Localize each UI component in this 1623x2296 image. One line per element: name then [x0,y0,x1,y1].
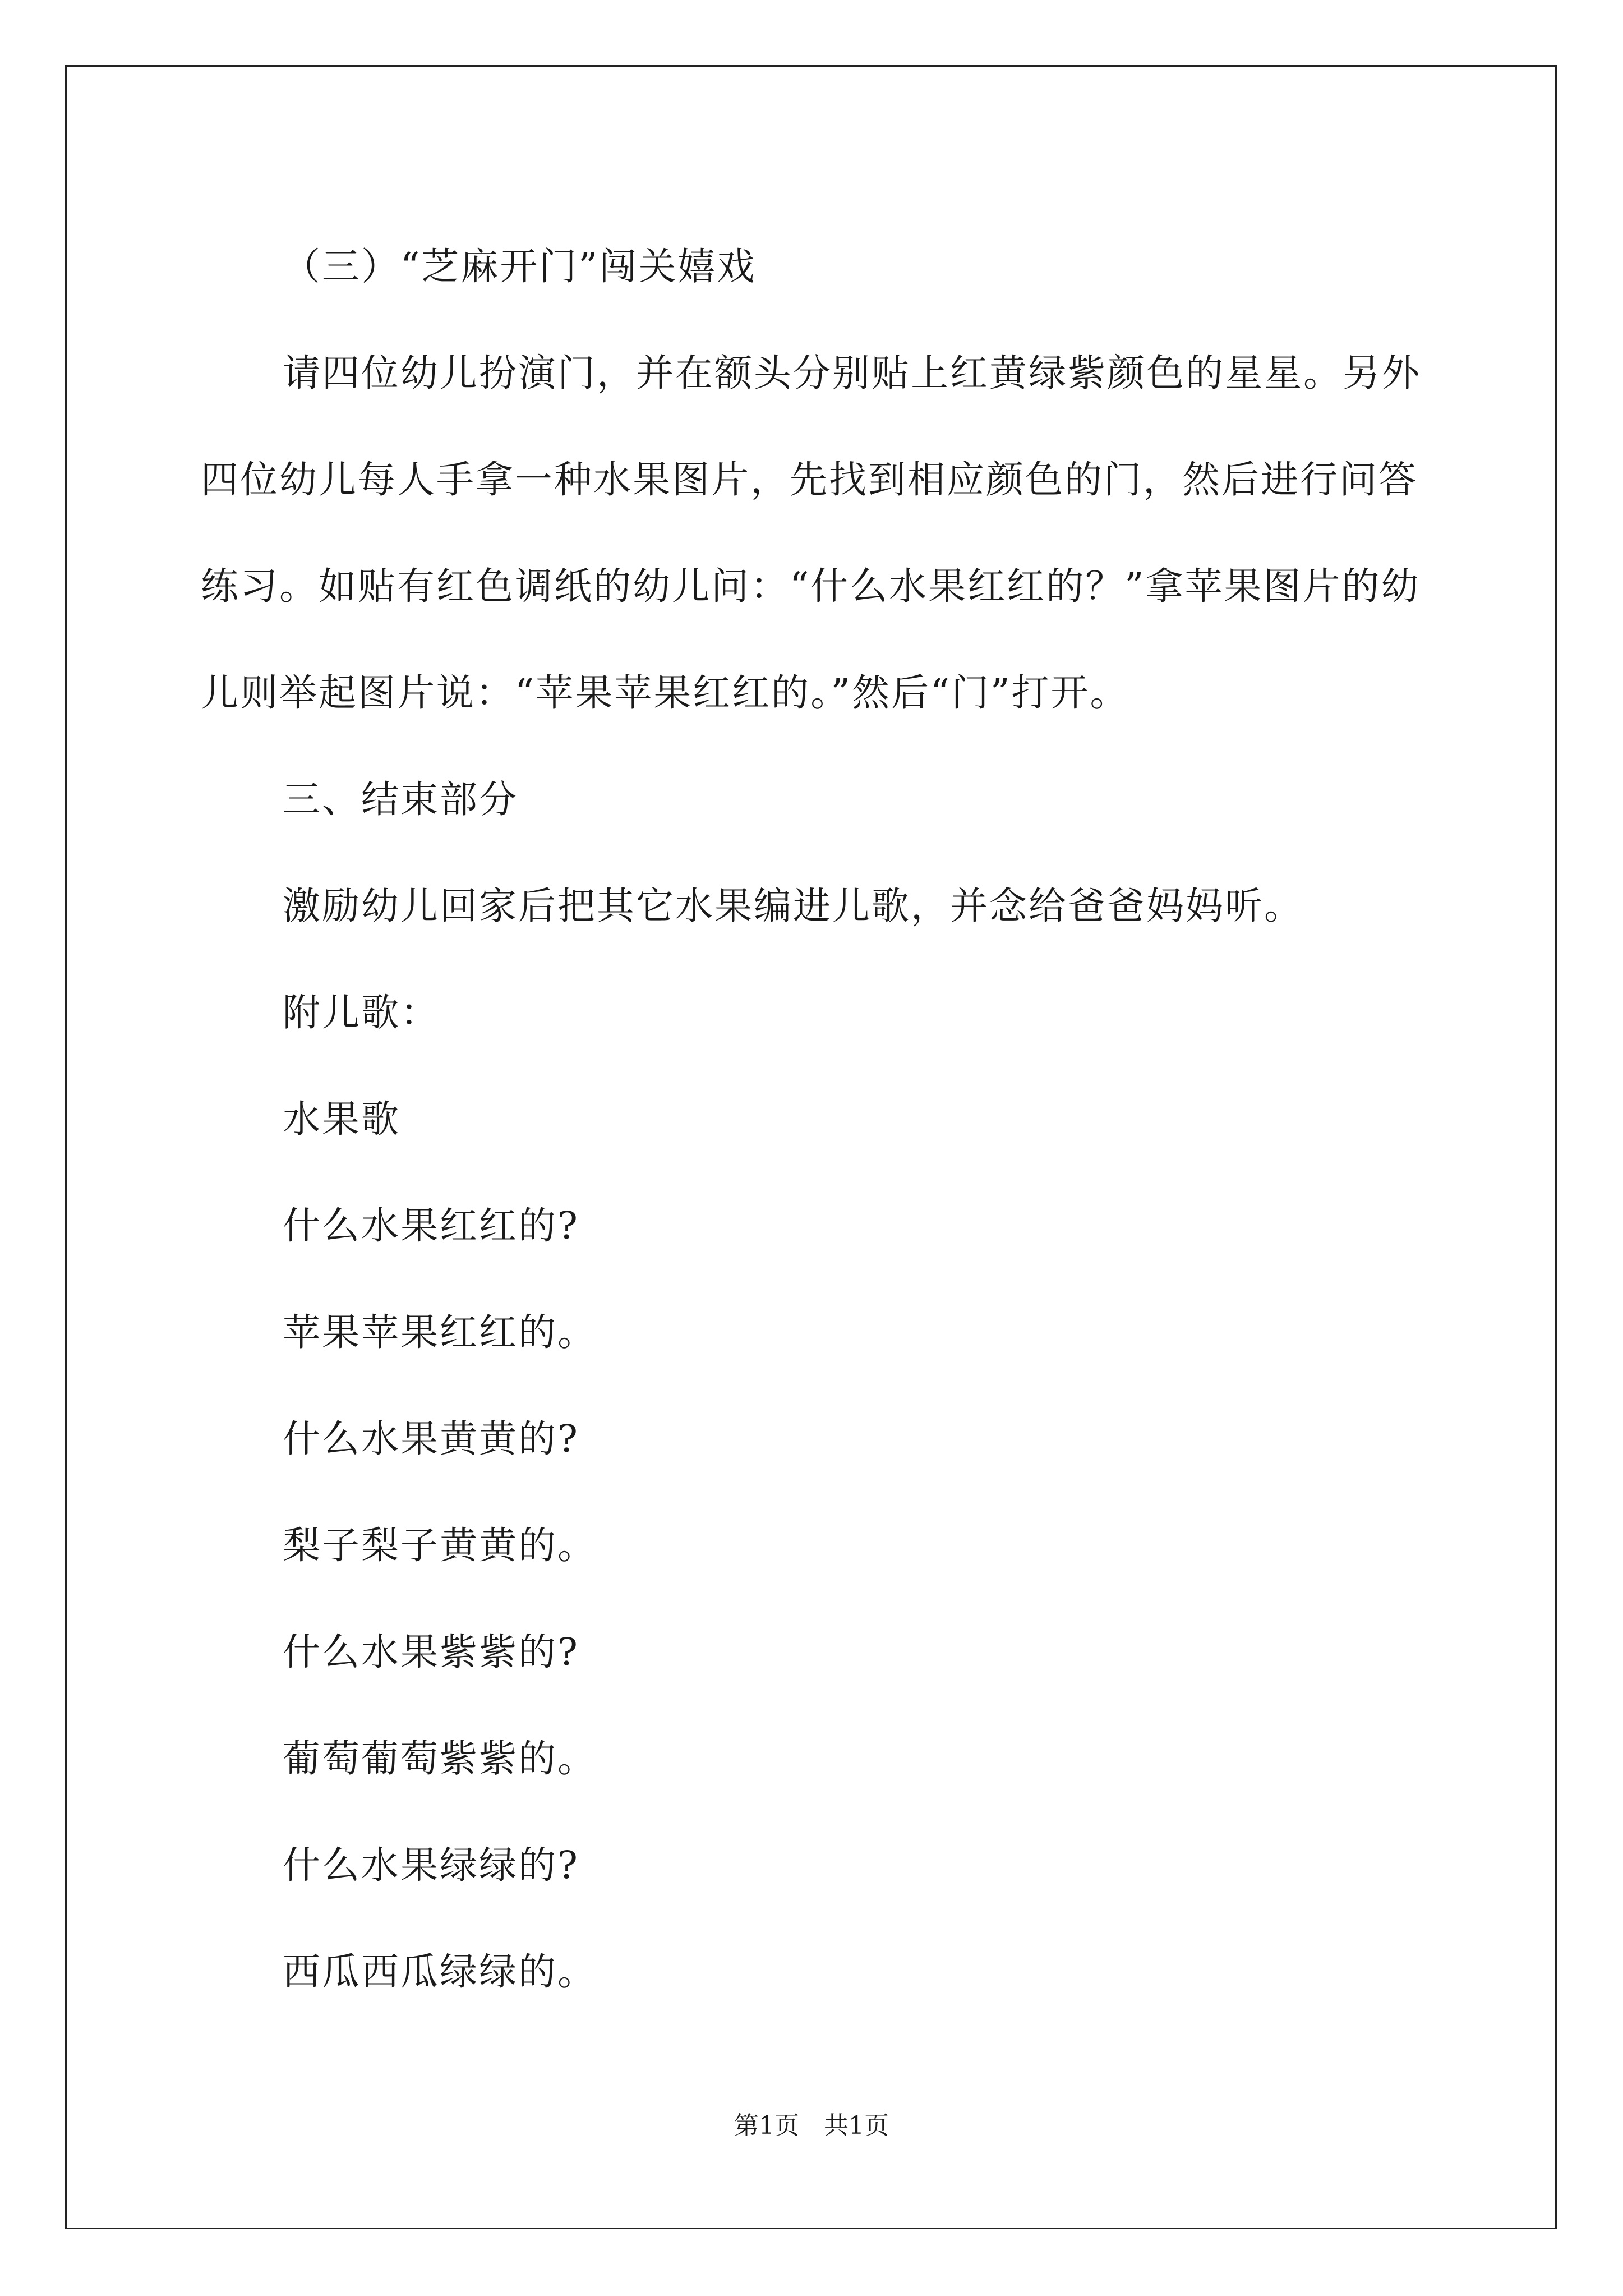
song-line: 什么水果紫紫的? [283,1630,579,1674]
body-paragraph: 激励幼儿回家后把其它水果编进儿歌，并念给爸爸妈妈听。 [283,884,1303,928]
song-line: 什么水果绿绿的? [283,1843,579,1887]
appendix-label: 附儿歌： [283,991,440,1034]
section-heading: 三、结束部分 [283,777,518,821]
song-line: 苹果苹果红红的。 [283,1310,597,1354]
song-line: 葡萄葡萄紫紫的。 [283,1737,597,1780]
body-paragraph: 请四位幼儿扮演门，并在额头分别贴上红黄绿紫颜色的星星。另外四位幼儿每人手拿一种水果图片，先找到相应颜色的门，然后进行问答练习。如贴有红色调纸的幼儿问：“什么水果红红的？”拿苹果图片的幼儿则举起图片说：“苹果苹果红红的。”然后“门”打开。 [201,351,1421,715]
song-line: 什么水果黄黄的? [283,1417,579,1461]
section-heading: （三）“芝麻开门”闯关嬉戏 [283,245,757,288]
song-title: 水果歌 [283,1097,400,1141]
song-line: 梨子梨子黄黄的。 [283,1524,597,1567]
page-number-footer: 第1页 共1页 [734,2111,889,2140]
document-body [201,213,1435,2025]
song-line: 西瓜西瓜绿绿的。 [283,1950,597,1994]
song-line: 什么水果红红的? [283,1204,579,1248]
